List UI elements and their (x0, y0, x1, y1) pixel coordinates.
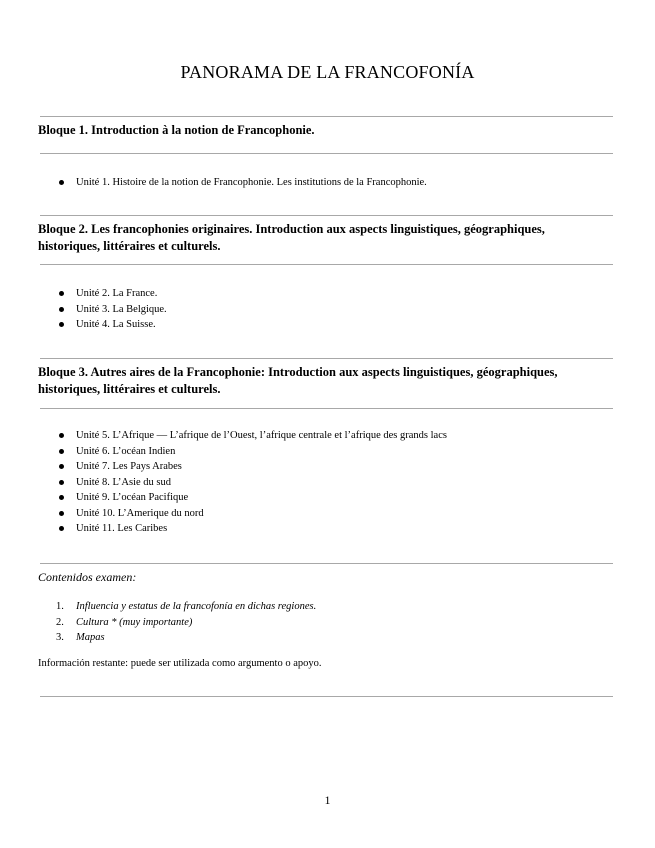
bloque-1-heading: Bloque 1. Introduction à la notion de Francophonie. (38, 123, 315, 137)
list-item: Unité 5. L’Afrique — L’afrique de l’Ouest, l’afrique centrale et l’afrique des grands lacs (38, 428, 447, 444)
list-item: Unité 10. L’Amerique du nord (38, 506, 447, 522)
list-item (38, 630, 316, 646)
remaining-info-text: Información restante: puede ser utilizada como argumento o apoyo. (38, 658, 322, 669)
divider (40, 563, 613, 564)
list-item: Unité 8. L’Asie du sud (38, 475, 447, 491)
divider (40, 408, 613, 409)
divider (40, 264, 613, 265)
exam-contents-heading: Contenidos examen: (38, 570, 137, 584)
list-item (38, 615, 316, 631)
list-item-text: Influencia y estatus de la francofonía en dichas regiones. (76, 601, 317, 612)
list-item (38, 599, 316, 615)
list-item: Unité 4. La Suisse. (38, 317, 167, 333)
bloque-2-heading: Bloque 2. Les francophonies originaires. Introduction aux aspects linguistiques, géographiques, historiques, littéraires et culturels. (38, 222, 545, 253)
divider (40, 696, 613, 697)
list-item: Unité 9. L’océan Pacifique (38, 490, 447, 506)
exam-contents-list (38, 599, 316, 646)
divider (40, 153, 613, 154)
divider (40, 358, 613, 359)
bloque-1-unit-list (38, 175, 427, 191)
list-item: Unité 11. Les Caribes (38, 521, 447, 537)
list-item: Unité 1. Histoire de la notion de Francophonie. Les institutions de la Francophonie. (38, 175, 427, 191)
bloque-2-unit-list (38, 286, 167, 333)
list-number: 2. (56, 616, 64, 628)
page-title: PANORAMA DE LA FRANCOFONÍA (180, 62, 475, 82)
list-number: 3. (56, 632, 64, 643)
list-number: 1. (56, 601, 64, 612)
divider (40, 215, 613, 216)
divider (40, 116, 613, 117)
list-item: Unité 6. L’océan Indien (38, 444, 447, 460)
list-item: Unité 2. La France. (38, 286, 167, 302)
bloque-3-unit-list (38, 428, 447, 537)
page-number: 1 (324, 793, 331, 807)
list-item-text: Cultura * (muy importante) (76, 616, 193, 628)
list-item-text: Mapas (76, 632, 105, 643)
list-item: Unité 7. Les Pays Arabes (38, 459, 447, 475)
list-item: Unité 3. La Belgique. (38, 302, 167, 318)
bloque-3-heading: Bloque 3. Autres aires de la Francophonie: Introduction aux aspects linguistiques, géographiques, historiques, littéraires et culturels. (38, 365, 558, 396)
